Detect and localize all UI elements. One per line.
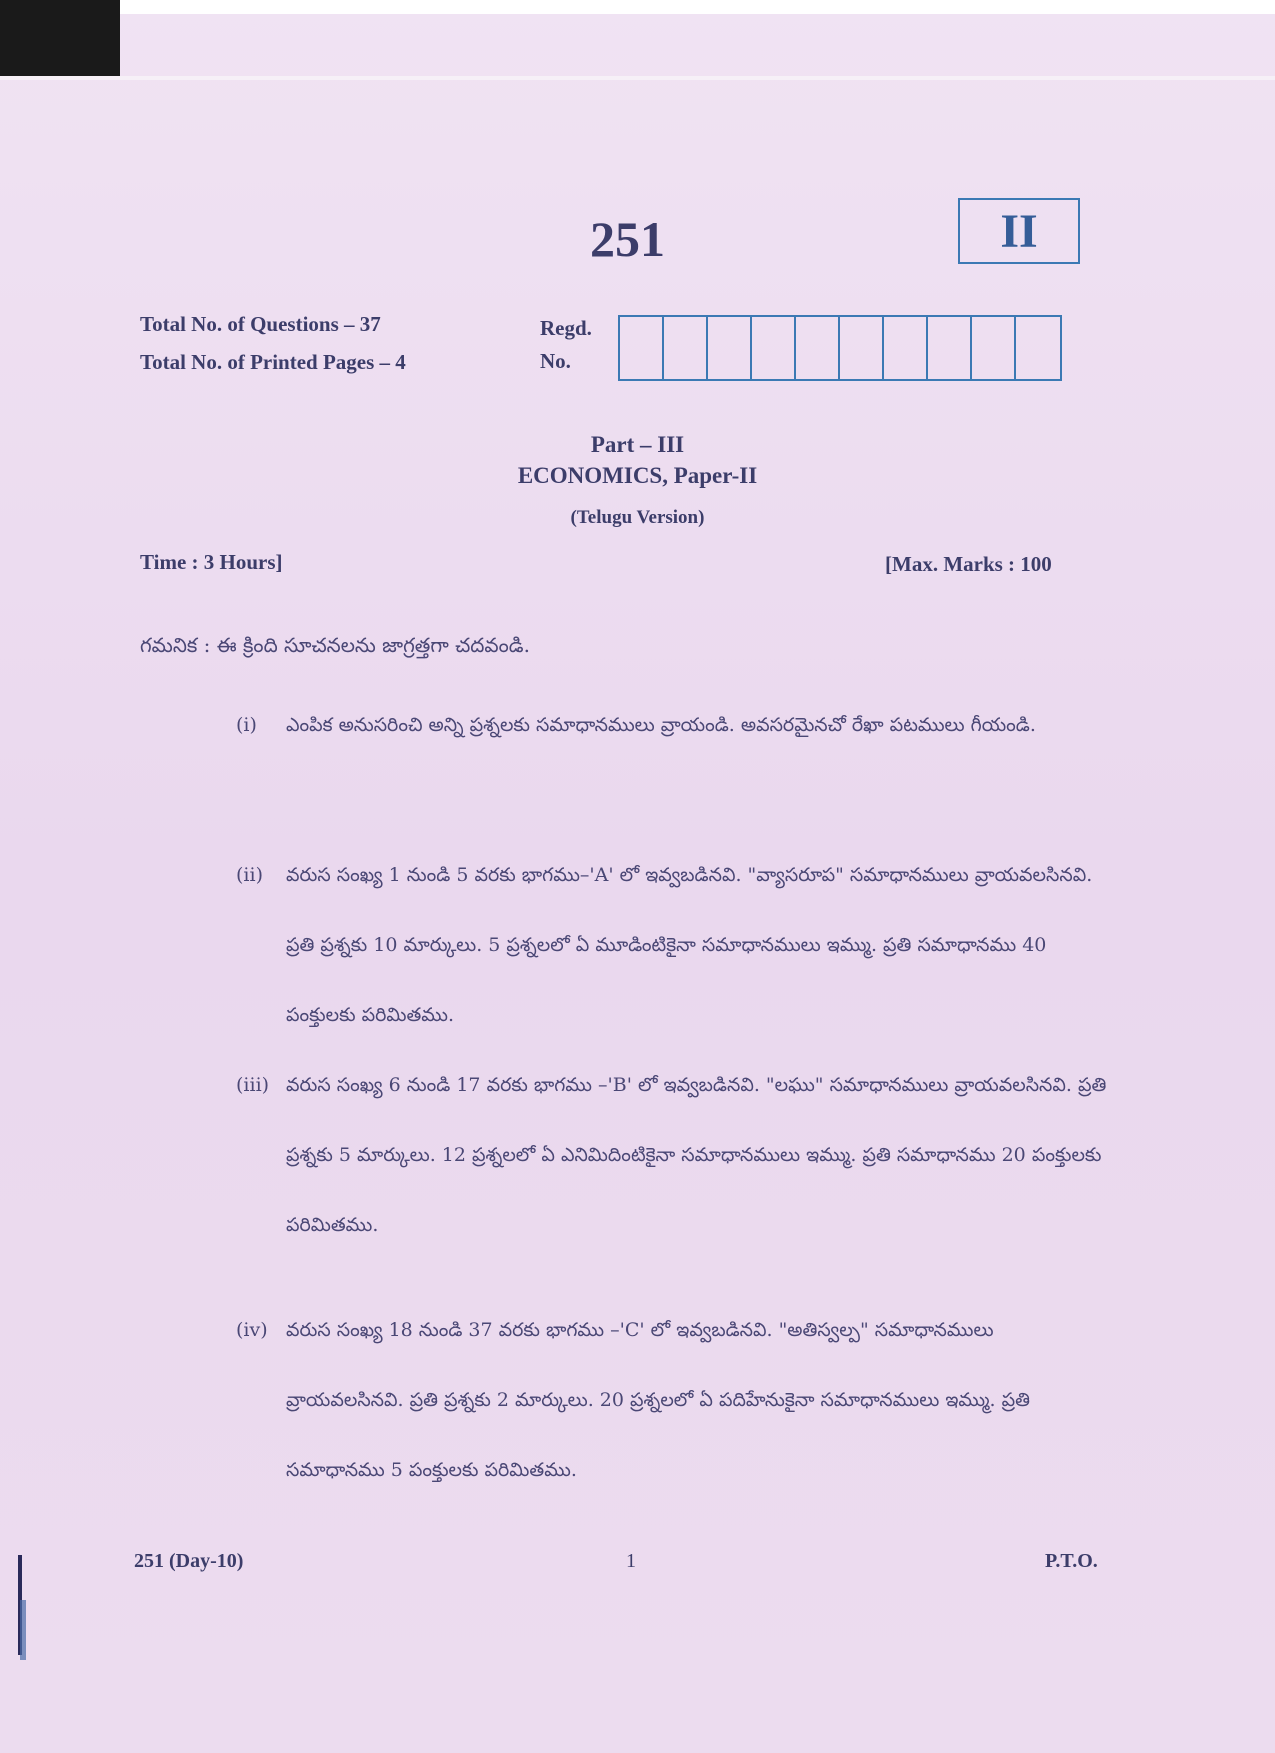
- regd-box[interactable]: [708, 317, 752, 379]
- scan-margin-mark: [20, 1600, 26, 1660]
- regd-box[interactable]: [928, 317, 972, 379]
- regd-box[interactable]: [972, 317, 1016, 379]
- instruction-number: (iv): [236, 1319, 268, 1341]
- paper-edge: [0, 76, 1275, 80]
- page-number: 1: [626, 1550, 636, 1572]
- max-marks-label: [Max. Marks : 100: [885, 552, 1052, 576]
- instruction-text: వరుస సంఖ్య 6 నుండి 17 వరకు భాగము –'B' లో ఇవ్వబడినవి. "లఘు" సమాధానములు వ్రాయవలసినవి. ప్రతి ప్రశ్నకు 5 మార్కులు. 12 ప్రశ్నలలో ఏ ఎనిమిదింటికైనా సమాధానములు ఇమ్ము. ప్రతి సమాధానము 20 పంక్తులకు పరిమితము.: [286, 1074, 1107, 1236]
- instruction-number: (i): [236, 714, 257, 736]
- instruction-text: ఎంపిక అనుసరించి అన్ని ప్రశ్నలకు సమాధానములు వ్రాయండి. అవసరమైనచో రేఖా పటములు గీయండి.: [286, 714, 1036, 736]
- total-questions: Total No. of Questions – 37: [140, 312, 381, 336]
- instruction-item: [236, 840, 1116, 1050]
- scan-border-top: [0, 0, 1275, 14]
- total-pages: Total No. of Printed Pages – 4: [140, 350, 406, 374]
- instruction-text: వరుస సంఖ్య 18 నుండి 37 వరకు భాగము –'C' లో ఇవ్వబడినవి. "అతిస్వల్ప" సమాధానములు వ్రాయవలసినవి. ప్రతి ప్రశ్నకు 2 మార్కులు. 20 ప్రశ్నలలో ఏ పదిహేనుకైనా సమాధానములు ఇమ్ము. ప్రతి సమాధానము 5 పంక్తులకు పరిమితము.: [286, 1319, 1031, 1481]
- scan-dark-corner: [0, 0, 120, 78]
- regd-box[interactable]: [620, 317, 664, 379]
- set-badge: II: [958, 198, 1080, 264]
- regd-label-line1: Regd.: [540, 316, 592, 340]
- instruction-item: [236, 1295, 1116, 1505]
- regd-box[interactable]: [796, 317, 840, 379]
- regd-box[interactable]: [840, 317, 884, 379]
- instruction-text: వరుస సంఖ్య 1 నుండి 5 వరకు భాగము–'A' లో ఇవ్వబడినవి. "వ్యాసరూప" సమాధానములు వ్రాయవలసినవి. ప్రతి ప్రశ్నకు 10 మార్కులు. 5 ప్రశ్నలలో ఏ మూడింటికైనా సమాధానములు ఇమ్ము. ప్రతి సమాధానము 40 పంక్తులకు పరిమితము.: [286, 864, 1093, 1026]
- footer-code: 251 (Day-10): [134, 1550, 244, 1572]
- note-heading: గమనిక : ఈ క్రింది సూచనలను జాగ్రత్తగా చదవండి.: [140, 633, 530, 657]
- regd-box[interactable]: [752, 317, 796, 379]
- pto-label: P.T.O.: [1045, 1550, 1098, 1572]
- regd-box[interactable]: [884, 317, 928, 379]
- instruction-item: [236, 690, 1116, 760]
- time-label: Time : 3 Hours]: [140, 550, 283, 574]
- version-title: (Telugu Version): [570, 507, 705, 528]
- regd-number-boxes[interactable]: [618, 315, 1062, 381]
- instruction-item: [236, 1050, 1116, 1260]
- regd-box[interactable]: [1016, 317, 1060, 379]
- regd-label-line2: No.: [540, 349, 571, 373]
- instruction-number: (ii): [236, 864, 263, 886]
- subject-title: ECONOMICS, Paper-II: [517, 463, 758, 488]
- regd-box[interactable]: [664, 317, 708, 379]
- regd-label: [540, 312, 592, 378]
- paper-code: 251: [590, 211, 665, 267]
- instruction-number: (iii): [236, 1074, 270, 1096]
- part-title: Part – III: [590, 432, 685, 457]
